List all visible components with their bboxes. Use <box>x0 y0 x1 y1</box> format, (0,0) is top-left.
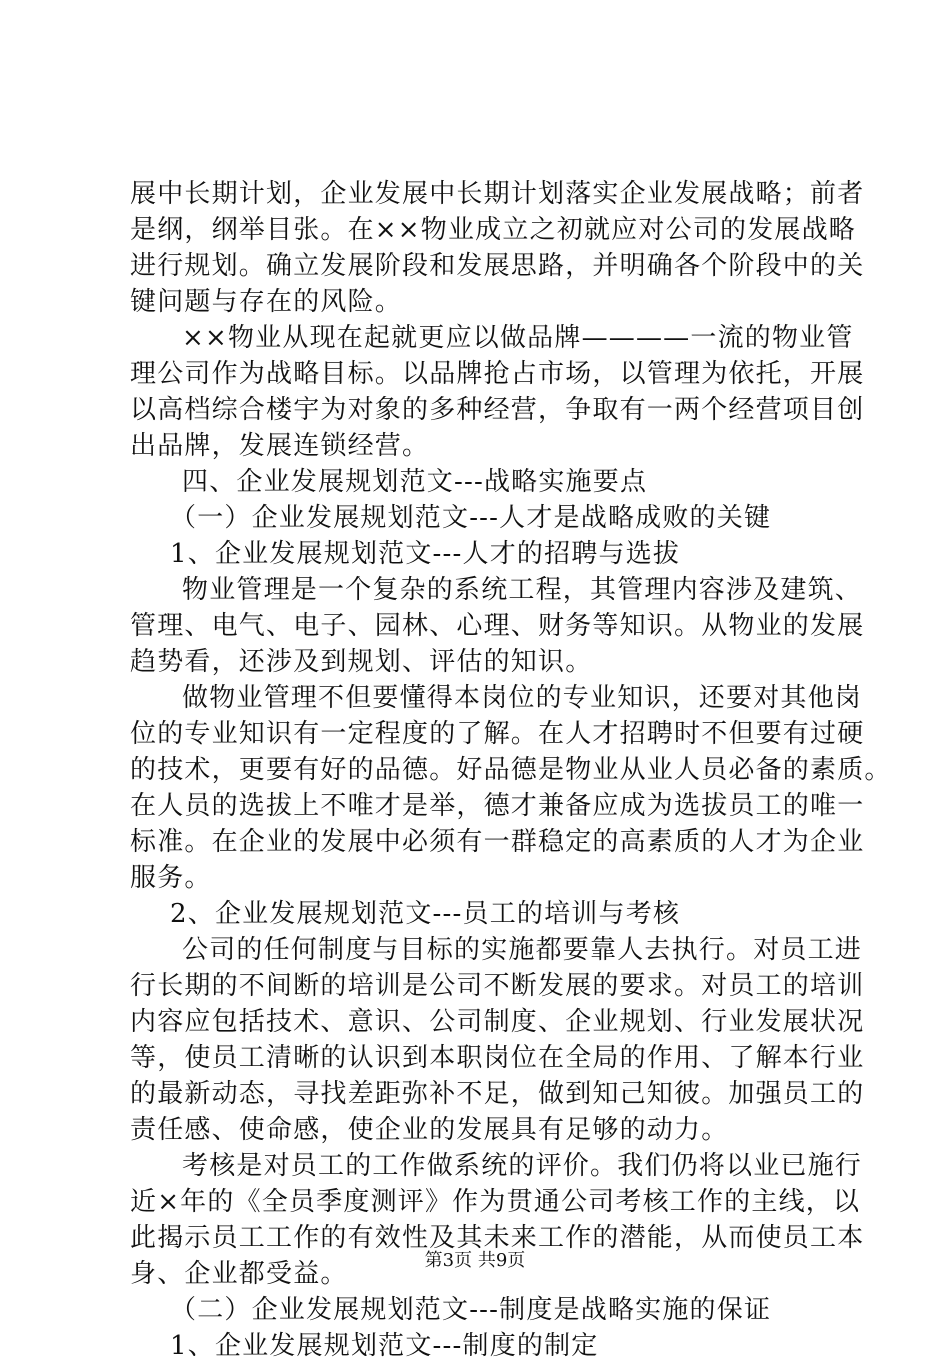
subsection-heading: （一）企业发展规划范文---人才是战略成败的关键 <box>170 503 772 533</box>
paragraph-line: 责任感、使命感，使企业的发展具有足够的动力。 <box>130 1115 729 1145</box>
paragraph-line: 的最新动态，寻找差距弥补不足，做到知己知彼。加强员工的 <box>130 1079 865 1109</box>
paragraph-line: ××物业从现在起就更应以做品牌————一流的物业管 <box>182 323 854 353</box>
subsection-heading: （二）企业发展规划范文---制度是战略实施的保证 <box>170 1295 772 1325</box>
paragraph-line: 进行规划。确立发展阶段和发展思路，并明确各个阶段中的关 <box>130 251 865 281</box>
paragraph-line: 身、企业都受益。 <box>130 1259 348 1289</box>
paragraph-line: 标准。在企业的发展中必须有一群稳定的高素质的人才为企业 <box>130 827 865 857</box>
item-heading: 1、企业发展规划范文---人才的招聘与选拔 <box>170 539 681 569</box>
page-footer: 第3页 共9页 <box>424 1250 526 1271</box>
section-heading: 四、企业发展规划范文---战略实施要点 <box>182 467 648 497</box>
paragraph-line: 做物业管理不但要懂得本岗位的专业知识，还要对其他岗 <box>182 683 863 713</box>
paragraph-line: 展中长期计划，企业发展中长期计划落实企业发展战略；前者 <box>130 179 865 209</box>
item-heading: 2、企业发展规划范文---员工的培训与考核 <box>170 899 681 929</box>
paragraph-line: 服务。 <box>130 863 212 893</box>
paragraph-line: 物业管理是一个复杂的系统工程，其管理内容涉及建筑、 <box>182 575 863 605</box>
paragraph-line: 键问题与存在的风险。 <box>130 287 403 317</box>
paragraph-line: 是纲，纲举目张。在××物业成立之初就应对公司的发展战略 <box>130 215 856 245</box>
paragraph-line: 在人员的选拔上不唯才是举，德才兼备应成为选拔员工的唯一 <box>130 791 865 821</box>
paragraph-line: 行长期的不间断的培训是公司不断发展的要求。对员工的培训 <box>130 971 865 1001</box>
paragraph-line: 近×年的《全员季度测评》作为贯通公司考核工作的主线，以 <box>130 1187 861 1217</box>
paragraph-line: 以高档综合楼宇为对象的多种经营，争取有一两个经营项目创 <box>130 395 865 425</box>
paragraph-line: 此揭示员工工作的有效性及其未来工作的潜能，从而使员工本 <box>130 1223 865 1253</box>
paragraph-line: 位的专业知识有一定程度的了解。在人才招聘时不但要有过硬 <box>130 719 865 749</box>
paragraph-line: 内容应包括技术、意识、公司制度、企业规划、行业发展状况 <box>130 1007 865 1037</box>
paragraph-line: 考核是对员工的工作做系统的评价。我们仍将以业已施行 <box>182 1151 863 1181</box>
item-heading: 1、企业发展规划范文---制度的制定 <box>170 1331 599 1361</box>
paragraph-line: 公司的任何制度与目标的实施都要靠人去执行。对员工进 <box>182 935 863 965</box>
paragraph-line: 出品牌，发展连锁经营。 <box>130 431 430 461</box>
paragraph-line: 趋势看，还涉及到规划、评估的知识。 <box>130 647 593 677</box>
document-body <box>130 176 892 1364</box>
paragraph-line: 的技术，更要有好的品德。好品德是物业从业人员必备的素质。 <box>130 755 892 785</box>
paragraph-line: 理公司作为战略目标。以品牌抢占市场，以管理为依托，开展 <box>130 359 865 389</box>
paragraph-line: 管理、电气、电子、园林、心理、财务等知识。从物业的发展 <box>130 611 865 641</box>
paragraph-line: 等，使员工清晰的认识到本职岗位在全局的作用、了解本行业 <box>130 1043 865 1073</box>
